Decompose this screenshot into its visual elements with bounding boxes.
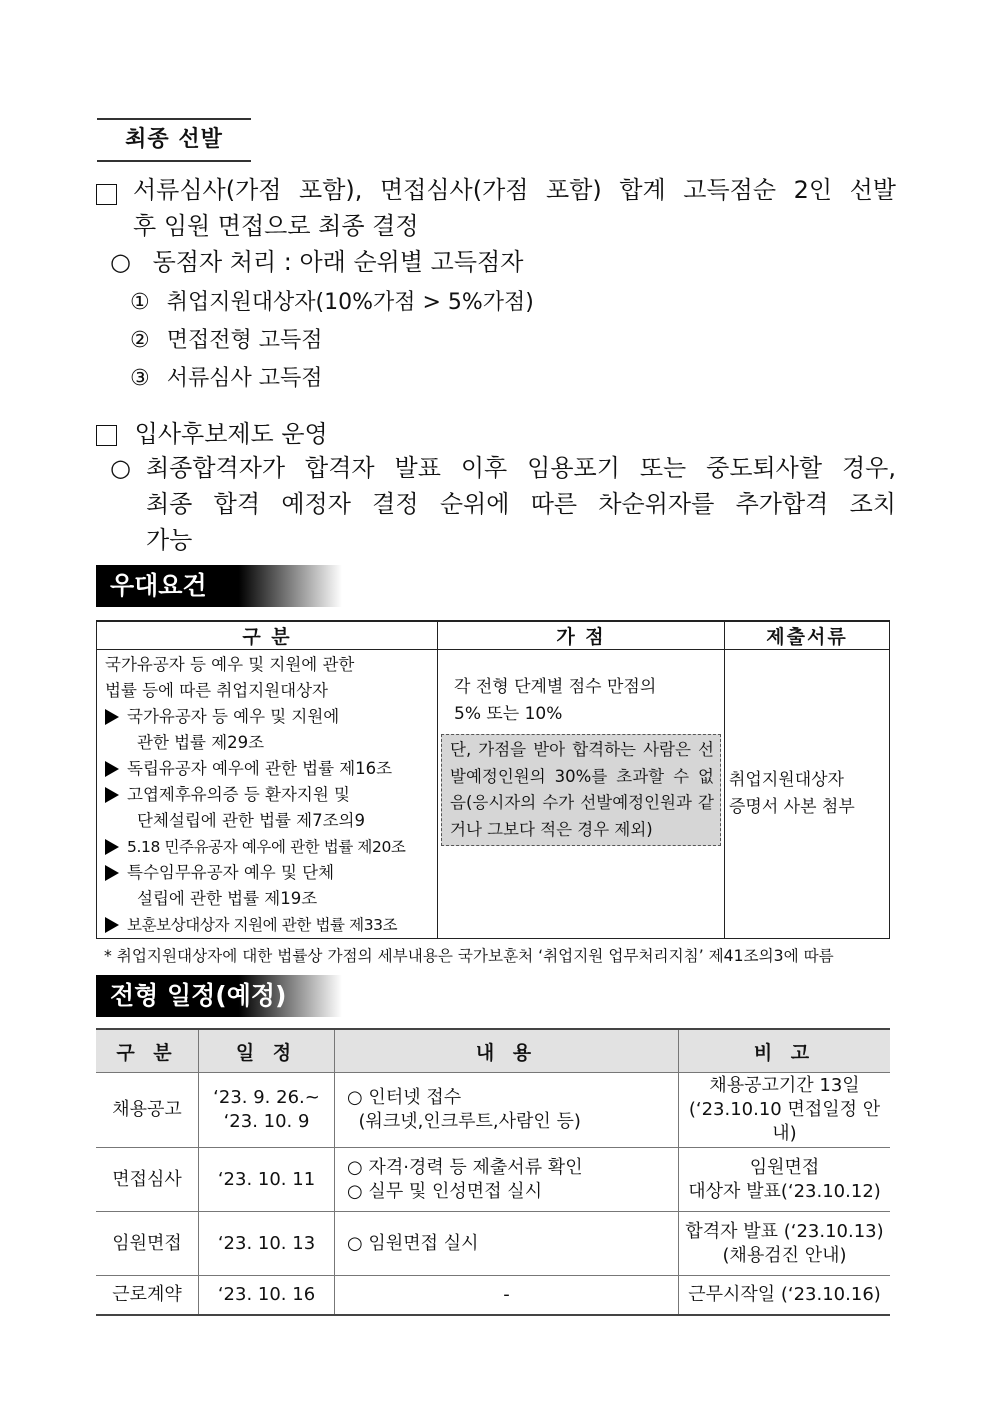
law-item bbox=[105, 834, 433, 860]
header-note: 비 고 bbox=[679, 1029, 891, 1073]
checkbox-item-1 bbox=[96, 175, 117, 211]
final-item2-line3: 가능 bbox=[146, 526, 193, 554]
stage-cell: 근로계약 bbox=[96, 1276, 199, 1316]
tie-item-text: 취업지원대상자(10%가점 > 5%가점) bbox=[166, 290, 534, 315]
stage-cell: 임원면접 bbox=[96, 1212, 199, 1276]
law-text-cont: 관한 법률 제29조 bbox=[137, 733, 265, 752]
section-title-final: 최종 선발 bbox=[97, 118, 251, 162]
points-line2: 5% 또는 10% bbox=[454, 704, 563, 724]
square-bullet-icon bbox=[96, 184, 117, 205]
date-cell: ‘23. 10. 13 bbox=[199, 1212, 335, 1276]
note-line: 대상자 발표(‘23.10.12) bbox=[688, 1180, 881, 1202]
tie-mark: ③ bbox=[130, 366, 150, 391]
content-cell: - bbox=[335, 1276, 679, 1316]
header-stage: 구 분 bbox=[96, 1029, 199, 1073]
table-row bbox=[96, 1276, 890, 1316]
law-text-cont: 설립에 관한 법률 제19조 bbox=[137, 889, 318, 908]
law-item bbox=[105, 756, 433, 782]
documents-line1: 취업지원대상자 bbox=[729, 770, 844, 790]
points-cell bbox=[438, 650, 725, 939]
points-line1: 각 전형 단계별 점수 만점의 bbox=[454, 677, 657, 697]
content-cell bbox=[335, 1073, 679, 1148]
table-row bbox=[97, 650, 890, 939]
triangle-bullet-icon bbox=[105, 761, 119, 777]
date-line: ‘23. 9. 26.~ bbox=[213, 1087, 320, 1108]
header-content: 내 용 bbox=[335, 1029, 679, 1073]
table-row bbox=[96, 1148, 890, 1212]
checkbox-item-2 bbox=[96, 416, 328, 452]
header-documents: 제출서류 bbox=[725, 621, 890, 650]
content-line: ○ 실무 및 인성면접 실시 bbox=[347, 1180, 543, 1202]
date-cell bbox=[199, 1073, 335, 1148]
points-note: 단, 가점을 받아 합격하는 사람은 선발예정인원의 30%를 초과할 수 없음(응시자의 수가 선발예정인원과 같거나 그보다 적은 경우 제외) bbox=[441, 734, 721, 846]
documents-cell bbox=[725, 650, 890, 939]
note-cell bbox=[679, 1073, 891, 1148]
table-header-row bbox=[96, 1029, 890, 1073]
tie-item-text: 면접전형 고득점 bbox=[166, 328, 323, 353]
law-text: 5.18 민주유공자 예우에 관한 법률 제20조 bbox=[127, 838, 406, 856]
stage-cell: 면접심사 bbox=[96, 1148, 199, 1212]
date-cell: ‘23. 10. 11 bbox=[199, 1148, 335, 1212]
circle-bullet-icon: ○ bbox=[110, 454, 131, 482]
date-cell: ‘23. 10. 16 bbox=[199, 1276, 335, 1316]
law-intro: 법률 등에 따른 취업지원대상자 bbox=[105, 681, 328, 700]
tie-item-2 bbox=[130, 324, 323, 358]
note-line: (‘23.10.10 면접일정 안내) bbox=[688, 1099, 881, 1144]
law-text: 국가유공자 등 예우 및 지원에 bbox=[127, 707, 340, 726]
note-cell bbox=[679, 1148, 891, 1212]
triangle-bullet-icon bbox=[105, 787, 119, 803]
tie-item-1 bbox=[130, 286, 534, 320]
triangle-bullet-icon bbox=[105, 865, 119, 881]
final-item2-line2: 최종 합격 예정자 결정 순위에 따른 차순위자를 추가합격 조치 bbox=[146, 490, 896, 518]
preference-table bbox=[96, 620, 890, 939]
content-line: ○ 자격·경력 등 제출서류 확인 bbox=[347, 1156, 583, 1178]
law-item bbox=[105, 704, 433, 730]
note-line: 합격자 발표 (‘23.10.13) bbox=[685, 1220, 884, 1242]
content-line: ○ 인터넷 접수 bbox=[347, 1087, 462, 1108]
header-date: 일 정 bbox=[199, 1029, 335, 1073]
triangle-bullet-icon bbox=[105, 917, 119, 933]
final-item1-line1: 서류심사(가점 포함), 면접심사(가점 포함) 합계 고득점순 2인 선발 bbox=[133, 176, 896, 204]
note-line: 임원면접 bbox=[749, 1156, 820, 1178]
final-item2-line1: 최종합격자가 합격자 발표 이후 임용포기 또는 중도퇴사할 경우, bbox=[146, 454, 896, 482]
law-list bbox=[97, 650, 438, 939]
content-cell: ○ 임원면접 실시 bbox=[335, 1212, 679, 1276]
law-text: 특수임무유공자 예우 및 단체 bbox=[127, 863, 335, 882]
square-bullet-icon bbox=[96, 425, 117, 446]
triangle-bullet-icon bbox=[105, 839, 119, 855]
law-item bbox=[105, 912, 433, 938]
table-row bbox=[96, 1212, 890, 1276]
tie-item-text: 서류심사 고득점 bbox=[166, 366, 323, 391]
section-banner-schedule: 전형 일정(예정) bbox=[96, 975, 342, 1017]
documents-line2: 증명서 사본 첨부 bbox=[729, 797, 855, 817]
final-item1-line2: 후 임원 면접으로 최종 결정 bbox=[133, 212, 419, 240]
content-cell bbox=[335, 1148, 679, 1212]
table-row bbox=[96, 1073, 890, 1148]
tie-rule-label: 동점자 처리 : 아래 순위별 고득점자 bbox=[152, 248, 524, 276]
law-intro: 국가유공자 등 예우 및 지원에 관한 bbox=[105, 655, 355, 674]
section-banner-preference: 우대요건 bbox=[96, 565, 342, 607]
law-text-cont: 단체설립에 관한 법률 제7조의9 bbox=[137, 811, 365, 830]
tie-mark: ② bbox=[130, 328, 150, 353]
note-cell bbox=[679, 1212, 891, 1276]
law-item bbox=[105, 860, 433, 886]
stage-cell: 채용공고 bbox=[96, 1073, 199, 1148]
circle-bullet-icon: ○ bbox=[110, 248, 131, 276]
note-cell: 근무시작일 (‘23.10.16) bbox=[679, 1276, 891, 1316]
date-line: ‘23. 10. 9 bbox=[223, 1111, 310, 1132]
law-text: 고엽제후유의증 등 환자지원 및 bbox=[127, 785, 350, 804]
law-text: 보훈보상대상자 지원에 관한 법률 제33조 bbox=[127, 916, 398, 934]
header-category: 구 분 bbox=[97, 621, 438, 650]
tie-mark: ① bbox=[130, 290, 150, 315]
note-line: (채용검진 안내) bbox=[722, 1244, 847, 1266]
preference-footnote: * 취업지원대상자에 대한 법률상 가점의 세부내용은 국가보훈처 ‘취업지원 업무처리지침’ 제41조의3에 따름 bbox=[104, 947, 834, 965]
header-points: 가 점 bbox=[438, 621, 725, 650]
tie-item-3 bbox=[130, 362, 323, 396]
content-line: (워크넷,인크루트,사람인 등) bbox=[347, 1111, 581, 1132]
note-line: 채용공고기간 13일 bbox=[709, 1075, 860, 1096]
law-item bbox=[105, 782, 433, 808]
final-item2: 입사후보제도 운영 bbox=[134, 420, 328, 448]
table-header-row bbox=[97, 621, 890, 650]
schedule-table bbox=[96, 1028, 890, 1316]
law-text: 독립유공자 예우에 관한 법률 제16조 bbox=[127, 759, 393, 778]
tie-rule bbox=[110, 244, 523, 280]
triangle-bullet-icon bbox=[105, 709, 119, 725]
